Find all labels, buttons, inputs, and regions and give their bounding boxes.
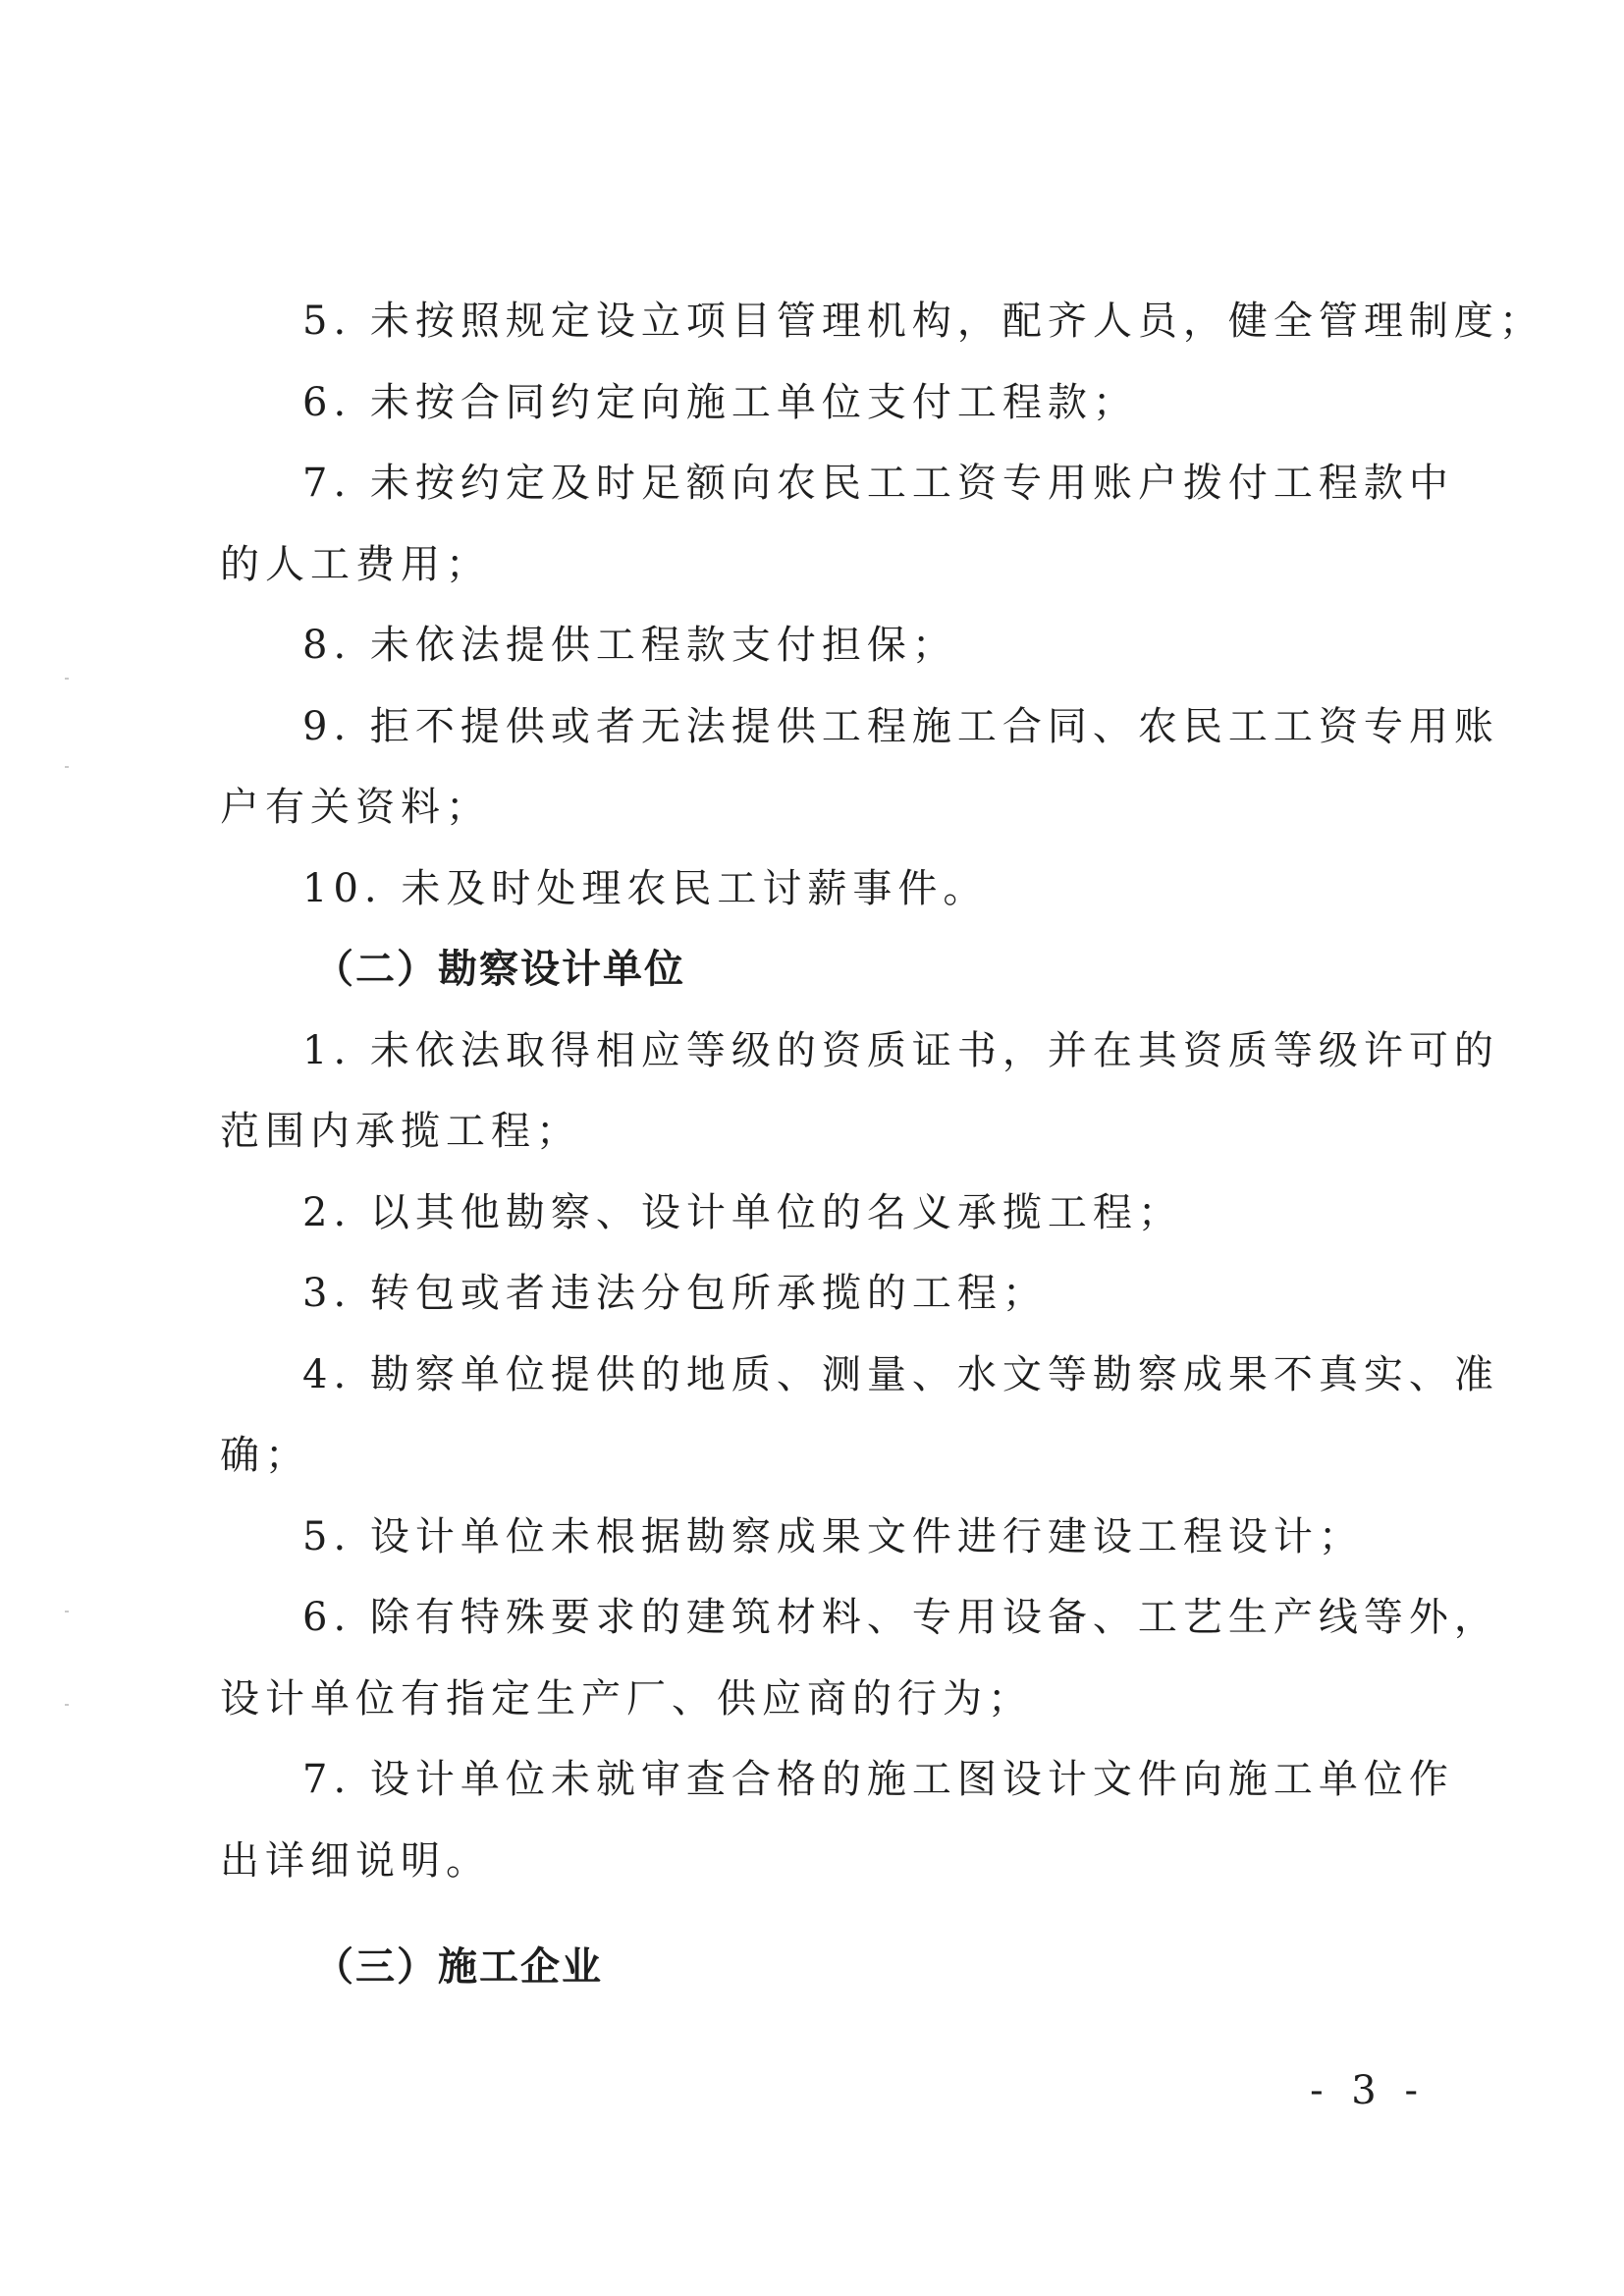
item-line: 2. 以其他勘察、设计单位的名义承揽工程； bbox=[302, 1189, 1183, 1235]
item-line-continuation: 确； bbox=[220, 1433, 310, 1478]
item-line: 6. 除有特殊要求的建筑材料、专用设备、工艺生产线等外， bbox=[302, 1595, 1499, 1640]
item-line: 4. 勘察单位提供的地质、测量、水文等勘察成果不真实、准 bbox=[302, 1351, 1499, 1397]
scan-speck bbox=[65, 766, 69, 768]
item-line: 5. 未按照规定设立项目管理机构，配齐人员，健全管理制度； bbox=[302, 299, 1544, 344]
item-line-continuation: 出详细说明。 bbox=[220, 1837, 491, 1884]
spacer bbox=[220, 1901, 1422, 1927]
section-heading: （二）勘察设计单位 bbox=[314, 946, 685, 992]
item-line: 3. 转包或者违法分包所承揽的工程； bbox=[302, 1271, 1048, 1316]
document-body bbox=[220, 281, 1544, 2008]
scan-speck bbox=[65, 1704, 69, 1706]
section-heading: （三）施工企业 bbox=[314, 1943, 603, 1990]
scan-speck bbox=[65, 678, 69, 680]
item-line: 5. 设计单位未根据勘察成果文件进行建设工程设计； bbox=[302, 1513, 1364, 1559]
item-line: 10. 未及时处理农民工讨薪事件。 bbox=[302, 865, 989, 911]
item-line: 6. 未按合同约定向施工单位支付工程款； bbox=[302, 379, 1138, 425]
item-line-continuation: 设计单位有指定生产厂、供应商的行为； bbox=[220, 1675, 1033, 1722]
scan-speck bbox=[65, 1611, 69, 1613]
item-line-continuation: 户有关资料； bbox=[220, 785, 491, 830]
item-line-continuation: 的人工费用； bbox=[220, 541, 491, 587]
item-line-continuation: 范围内承揽工程； bbox=[220, 1109, 581, 1154]
item-line: 8. 未依法提供工程款支付担保； bbox=[302, 623, 957, 668]
item-line: 7. 设计单位未就审查合格的施工图设计文件向施工单位作 bbox=[302, 1757, 1454, 1802]
item-line: 1. 未依法取得相应等级的资质证书，并在其资质等级许可的 bbox=[302, 1027, 1499, 1073]
page-number: - 3 - bbox=[1310, 2068, 1426, 2113]
item-line: 9. 拒不提供或者无法提供工程施工合同、农民工工资专用账 bbox=[302, 703, 1499, 749]
item-line: 7. 未按约定及时足额向农民工工资专用账户拨付工程款中 bbox=[302, 461, 1454, 506]
